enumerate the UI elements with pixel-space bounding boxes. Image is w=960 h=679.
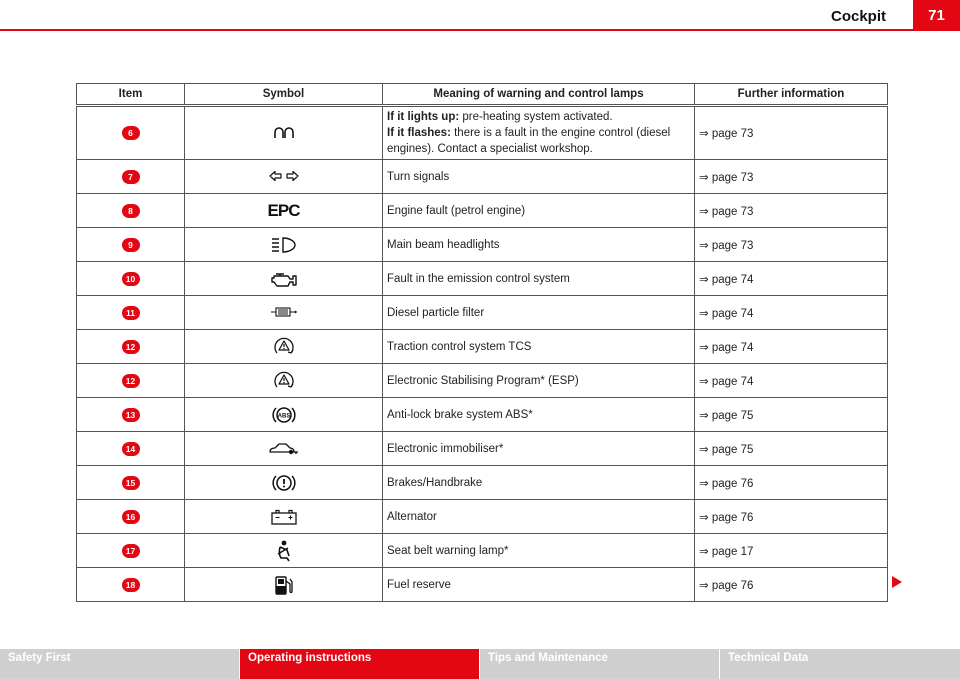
info-cell — [695, 262, 888, 296]
next-page-arrow-icon[interactable] — [890, 575, 904, 589]
preheating-coil-icon — [273, 127, 295, 139]
meaning-cell: Alternator — [383, 500, 695, 534]
item-badge: 9 — [122, 238, 140, 252]
item-cell — [77, 568, 185, 602]
info-cell — [695, 568, 888, 602]
item-cell — [77, 500, 185, 534]
info-cell — [695, 466, 888, 500]
immobiliser-icon — [269, 442, 299, 456]
meaning-cell: Turn signals — [383, 160, 695, 194]
table-row — [77, 398, 888, 432]
meaning-cell: Traction control system TCS — [383, 330, 695, 364]
epc-icon: EPC — [267, 200, 300, 220]
info-cell — [695, 500, 888, 534]
info-cell — [695, 106, 888, 160]
footer-navigation — [0, 649, 960, 679]
column-header-info: Further information — [695, 84, 888, 106]
page-reference-link[interactable]: ⇒ page 73 — [699, 239, 754, 252]
table-header-row — [77, 84, 888, 106]
info-cell — [695, 296, 888, 330]
lights-up-label: If it lights up: — [387, 111, 460, 123]
meaning-cell: Anti-lock brake system ABS* — [383, 398, 695, 432]
page-reference-link[interactable]: ⇒ page 73 — [699, 128, 754, 140]
footer-tab-safety-first[interactable]: Safety First — [0, 649, 240, 679]
item-badge: 11 — [122, 306, 140, 320]
tcs-icon — [273, 336, 295, 358]
page-reference-link[interactable]: ⇒ page 76 — [699, 579, 754, 592]
info-cell — [695, 364, 888, 398]
page-reference-link[interactable]: ⇒ page 17 — [699, 545, 754, 558]
page-reference-link[interactable]: ⇒ page 73 — [699, 171, 754, 184]
symbol-cell — [185, 160, 383, 194]
info-cell — [695, 432, 888, 466]
brake-icon — [271, 473, 297, 493]
info-cell — [695, 398, 888, 432]
info-cell — [695, 330, 888, 364]
symbol-cell — [185, 364, 383, 398]
fuel-pump-icon — [274, 574, 294, 596]
particle-filter-icon — [270, 307, 298, 317]
flashes-text: there is a fault in the engine control (diesel engines). Contact a specialist workshop. — [387, 127, 671, 155]
table-row — [77, 228, 888, 262]
footer-tab-technical-data[interactable]: Technical Data — [720, 649, 960, 679]
info-cell — [695, 160, 888, 194]
item-badge: 12 — [122, 374, 140, 388]
footer-tab-operating-instructions[interactable]: Operating instructions — [240, 649, 480, 679]
symbol-cell — [185, 534, 383, 568]
item-badge: 14 — [122, 442, 140, 456]
symbol-cell — [185, 296, 383, 330]
turn-signal-icon — [269, 170, 299, 182]
info-cell — [695, 228, 888, 262]
table-row — [77, 106, 888, 160]
table-row — [77, 296, 888, 330]
column-header-item: Item — [77, 84, 185, 106]
symbol-cell — [185, 330, 383, 364]
symbol-cell — [185, 432, 383, 466]
symbol-cell — [185, 194, 383, 228]
item-badge: 16 — [122, 510, 140, 524]
meaning-cell: Engine fault (petrol engine) — [383, 194, 695, 228]
table-row — [77, 364, 888, 398]
item-cell — [77, 534, 185, 568]
meaning-cell: Diesel particle filter — [383, 296, 695, 330]
item-badge: 18 — [122, 578, 140, 592]
symbol-cell — [185, 568, 383, 602]
meaning-cell: Electronic immobiliser* — [383, 432, 695, 466]
page-reference-link[interactable]: ⇒ page 73 — [699, 205, 754, 218]
symbol-cell — [185, 106, 383, 160]
table-row — [77, 160, 888, 194]
page-reference-link[interactable]: ⇒ page 76 — [699, 477, 754, 490]
main-beam-icon — [271, 237, 297, 253]
item-cell — [77, 296, 185, 330]
item-cell — [77, 160, 185, 194]
item-badge: 6 — [122, 126, 140, 140]
footer-tab-tips-and-maintenance[interactable]: Tips and Maintenance — [480, 649, 720, 679]
item-cell — [77, 330, 185, 364]
symbol-cell — [185, 262, 383, 296]
section-title: Cockpit — [830, 8, 886, 25]
meaning-cell — [383, 106, 695, 160]
column-header-meaning: Meaning of warning and control lamps — [383, 84, 695, 106]
table-row — [77, 194, 888, 228]
page-reference-link[interactable]: ⇒ page 76 — [699, 511, 754, 524]
meaning-cell: Fuel reserve — [383, 568, 695, 602]
meaning-cell: Brakes/Handbrake — [383, 466, 695, 500]
meaning-cell: Electronic Stabilising Program* (ESP) — [383, 364, 695, 398]
item-cell — [77, 432, 185, 466]
item-badge: 10 — [122, 272, 140, 286]
meaning-cell: Seat belt warning lamp* — [383, 534, 695, 568]
symbol-cell — [185, 466, 383, 500]
warning-lamps-table — [76, 83, 888, 602]
item-badge: 8 — [122, 204, 140, 218]
table-row — [77, 432, 888, 466]
column-header-symbol: Symbol — [185, 84, 383, 106]
item-cell — [77, 228, 185, 262]
page-reference-link[interactable]: ⇒ page 74 — [699, 375, 754, 388]
seat-belt-icon — [274, 540, 294, 562]
table-row — [77, 534, 888, 568]
item-badge: 13 — [122, 408, 140, 422]
table-row — [77, 466, 888, 500]
page-reference-link[interactable]: ⇒ page 74 — [699, 273, 754, 286]
flashes-label: If it flashes: — [387, 127, 451, 139]
meaning-cell: Fault in the emission control system — [383, 262, 695, 296]
symbol-cell — [185, 398, 383, 432]
page-number: 71 — [913, 0, 960, 31]
esp-icon — [273, 370, 295, 392]
page-reference-link[interactable]: ⇒ page 75 — [699, 443, 754, 456]
info-cell — [695, 194, 888, 228]
page-reference-link[interactable]: ⇒ page 74 — [699, 307, 754, 320]
lights-up-text: pre-heating system activated. — [459, 111, 613, 123]
item-cell — [77, 106, 185, 160]
item-badge: 12 — [122, 340, 140, 354]
table-row — [77, 568, 888, 602]
table-row — [77, 262, 888, 296]
symbol-cell — [185, 228, 383, 262]
item-cell — [77, 194, 185, 228]
battery-icon — [271, 509, 297, 525]
page-reference-link[interactable]: ⇒ page 74 — [699, 341, 754, 354]
item-badge: 7 — [122, 170, 140, 184]
item-cell — [77, 262, 185, 296]
abs-icon-text: ABS — [277, 412, 290, 419]
abs-icon — [271, 405, 297, 425]
symbol-cell — [185, 500, 383, 534]
item-cell — [77, 398, 185, 432]
item-cell — [77, 364, 185, 398]
engine-icon — [270, 270, 298, 288]
info-cell — [695, 534, 888, 568]
item-cell — [77, 466, 185, 500]
meaning-cell: Main beam headlights — [383, 228, 695, 262]
page-reference-link[interactable]: ⇒ page 75 — [699, 409, 754, 422]
header-rule — [0, 29, 913, 31]
table-row — [77, 500, 888, 534]
table-row — [77, 330, 888, 364]
item-badge: 15 — [122, 476, 140, 490]
item-badge: 17 — [122, 544, 140, 558]
